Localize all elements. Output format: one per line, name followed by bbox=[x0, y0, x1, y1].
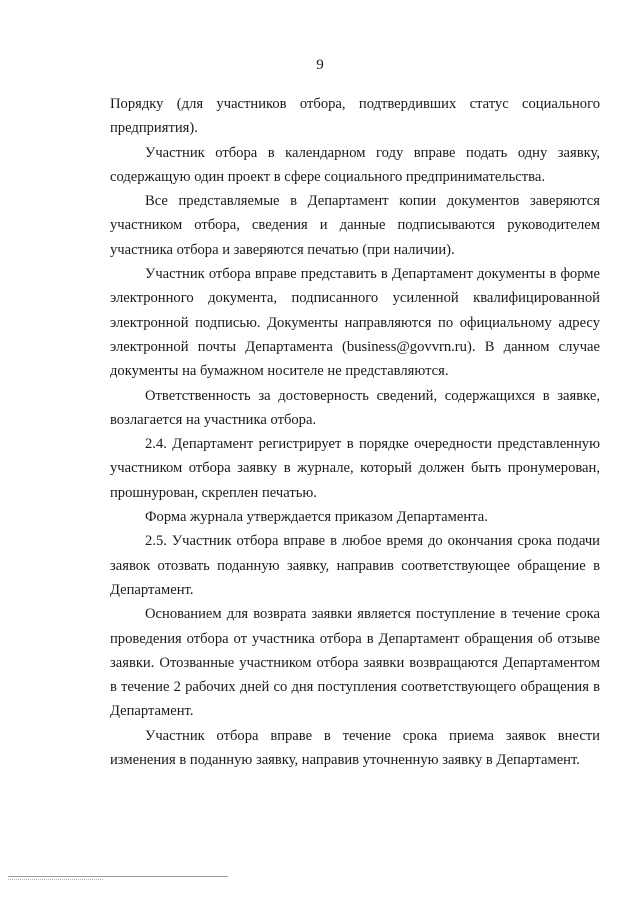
footer-divider bbox=[8, 876, 228, 877]
footer-divider-dotted bbox=[8, 879, 103, 880]
document-body bbox=[110, 92, 600, 772]
paragraph-amendments: Участник отбора вправе в течение срока приема заявок внести изменения в поданную заявку, направив уточненную заявку в Департамент. bbox=[110, 727, 600, 769]
paragraph-return-grounds: Основанием для возврата заявки является поступление в течение срока проведения отбора от участника отбора в Департамент обращения об отзыве заявки. Отозванные участником отбора заявки возвращаются Департаментом в течение 2 рабочих дней со дня поступления соответствующего обращения в Департамент. bbox=[110, 606, 600, 720]
paragraph-section-2-5: 2.5. Участник отбора вправе в любое время до окончания срока подачи заявок отозвать поданную заявку, направив соответствующее обращение в Департамент. bbox=[110, 533, 600, 598]
paragraph-one-application: Участник отбора в календарном году вправе подать одну заявку, содержащую один проект в сфере социального предпринимательства. bbox=[110, 144, 600, 185]
paragraph-responsibility: Ответственность за достоверность сведений, содержащихся в заявке, возлагается на участника отбора. bbox=[110, 387, 600, 428]
paragraph-electronic-documents: Участник отбора вправе представить в Департамент документы в форме электронного документа, подписанного усиленной квалифицированной электронной подписью. Документы направляются по официальному адресу электронной почты Департамента (business@govvrn.ru). В данном случае документы на бумажном носителе не представляются. bbox=[110, 266, 600, 380]
paragraph-copies-certified: Все представляемые в Департамент копии документов заверяются участником отбора, сведения и данные подписываются руководителем участника отбора и заверяются печатью (при наличии). bbox=[110, 193, 600, 258]
paragraph-continuation: Порядку (для участников отбора, подтвердивших статус социального предприятия). bbox=[110, 96, 600, 137]
page-number: 9 bbox=[316, 57, 324, 73]
paragraph-section-2-4: 2.4. Департамент регистрирует в порядке очередности представленную участником отбора заявку в журнале, который должен быть пронумерован, прошнурован, скреплен печатью. bbox=[110, 436, 600, 501]
paragraph-journal-form: Форма журнала утверждается приказом Департамента. bbox=[145, 509, 488, 526]
